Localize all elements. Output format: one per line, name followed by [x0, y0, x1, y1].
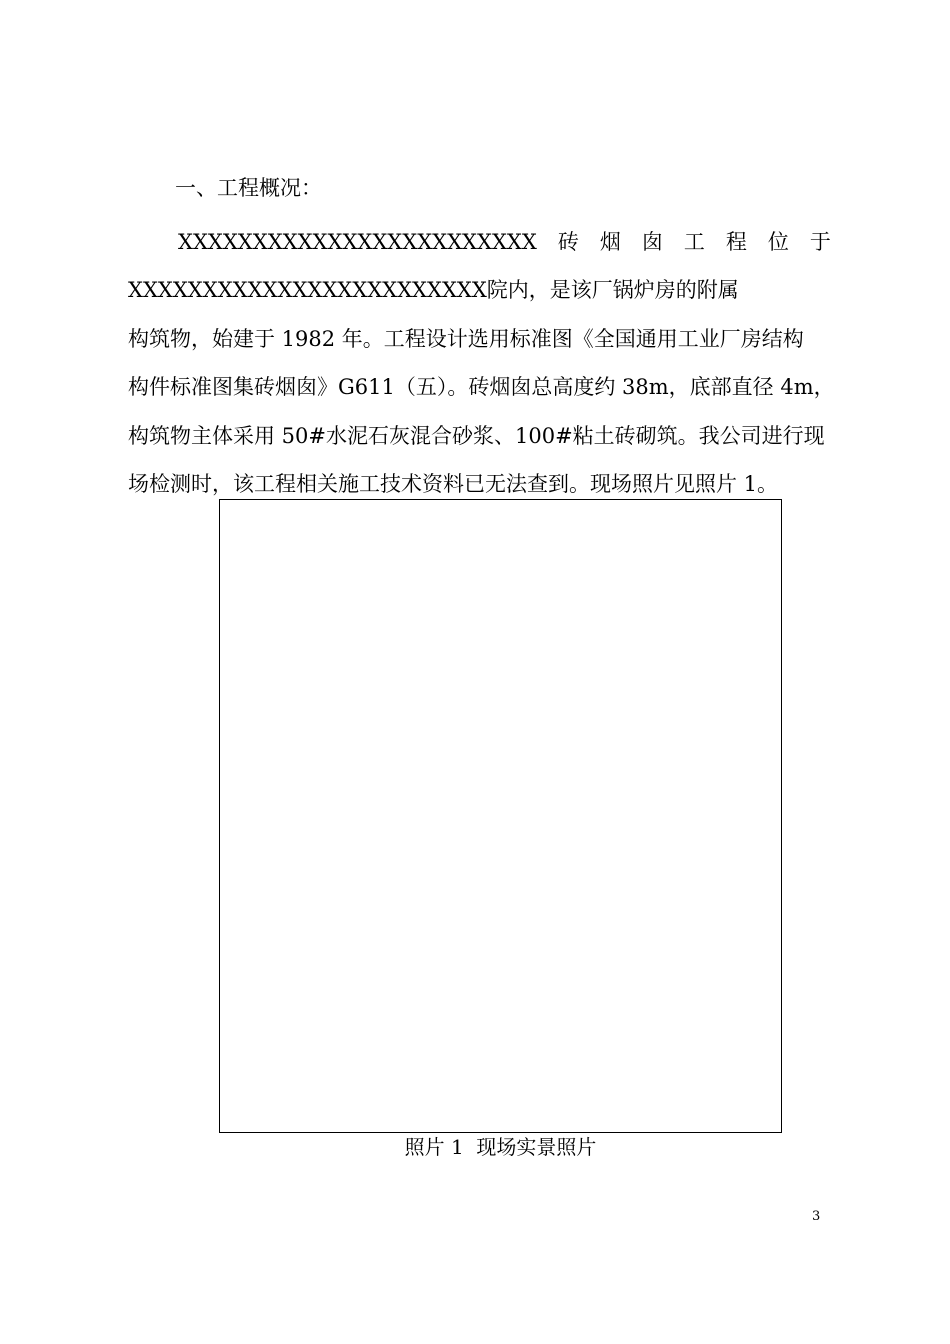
paragraph-line-6: 场检测时，该工程相关施工技术资料已无法查到。现场照片见照片 1。	[128, 471, 779, 496]
paragraph-word: 程	[725, 230, 747, 254]
paragraph-line-2: XXXXXXXXXXXXXXXXXXXXXXXX院内，是该厂锅炉房的附属	[128, 278, 739, 303]
paragraph-word: 位	[767, 230, 789, 254]
photo-caption: 照片 1 现场实景照片	[404, 1135, 597, 1159]
overview-paragraph	[128, 218, 835, 508]
paragraph-word: 烟	[599, 230, 621, 254]
paragraph-word: 于	[809, 230, 831, 254]
page-number: 3	[812, 1209, 821, 1224]
section-heading: 一、工程概况：	[175, 176, 322, 200]
paragraph-line-4: 构件标准图集砖烟囱》G611（五）。砖烟囱总高度约 38m，底部直径 4m，	[128, 375, 835, 400]
paragraph-line-1	[128, 218, 831, 266]
site-photo-frame	[219, 499, 782, 1133]
paragraph-word: XXXXXXXXXXXXXXXXXXXXXXXX	[178, 230, 537, 254]
paragraph-word: 砖	[557, 230, 579, 254]
paragraph-line-5: 构筑物主体采用 50#水泥石灰混合砂浆、100#粘土砖砌筑。我公司进行现	[128, 423, 825, 448]
paragraph-word: 工	[683, 230, 705, 254]
paragraph-word: 囱	[641, 230, 663, 254]
paragraph-line-3: 构筑物，始建于 1982 年。工程设计选用标准图《全国通用工业厂房结构	[128, 326, 804, 351]
